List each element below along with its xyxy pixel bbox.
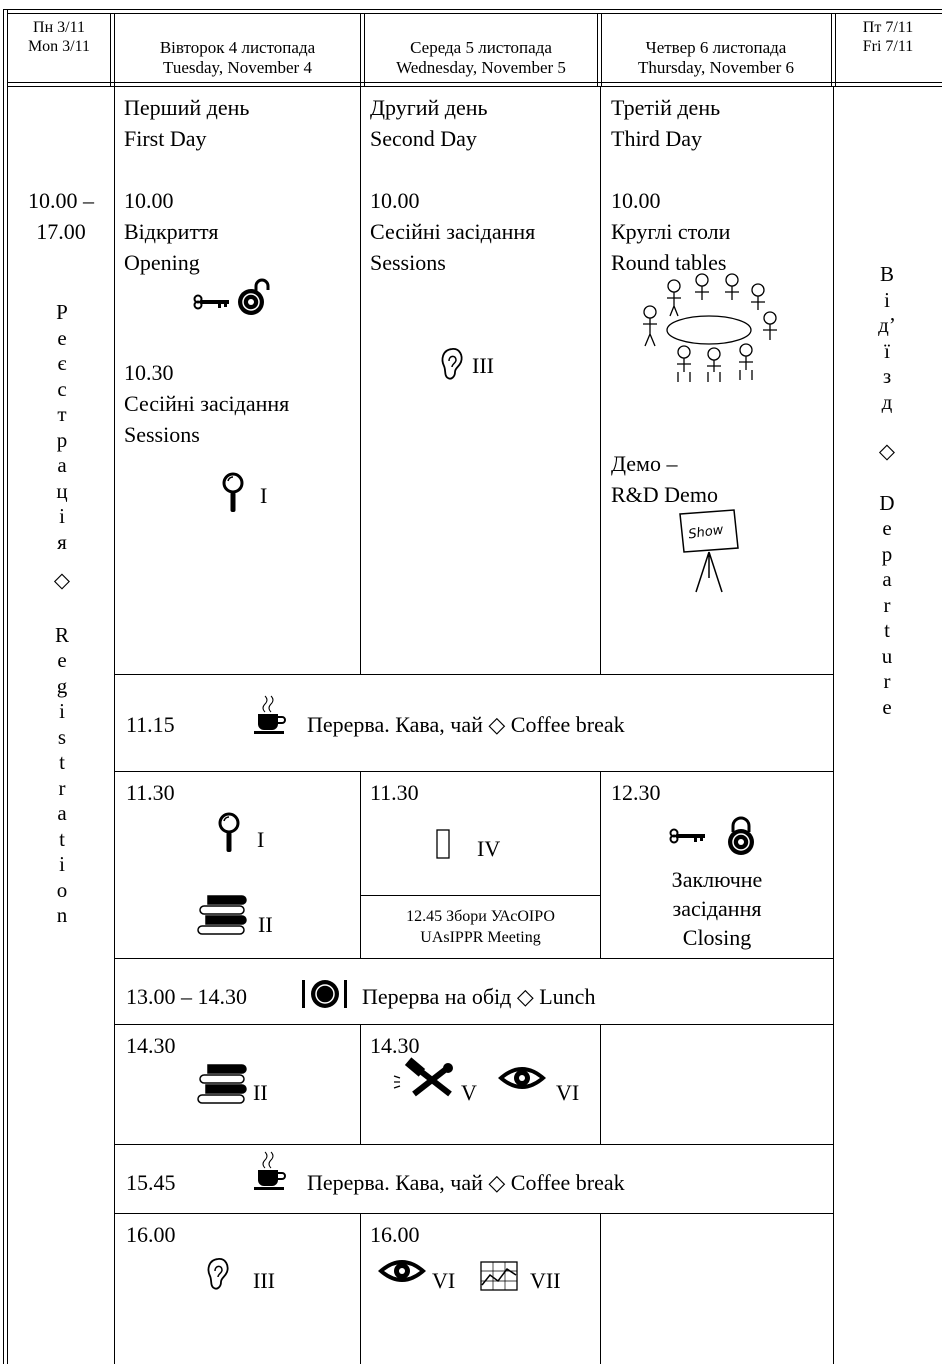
- vertical-letter: u: [881, 643, 893, 668]
- registration-vertical-text: [50, 300, 74, 929]
- books-icon: [200, 1061, 250, 1107]
- aft1-wed-s1: V: [461, 1080, 477, 1105]
- vertical-letter: r: [883, 592, 891, 617]
- thu-day-en: Third Day: [611, 126, 703, 151]
- header-fri-en: Fri 7/11: [862, 38, 914, 56]
- monday-time-end: 17.00: [36, 219, 86, 244]
- vertical-letter: а: [57, 453, 67, 477]
- padlock-open-icon: [236, 278, 270, 316]
- books-icon: [200, 892, 250, 938]
- thu-closing-l2: засідання: [672, 896, 762, 921]
- coffee-cup-icon: [254, 1150, 288, 1192]
- midday-wed-time: 11.30: [370, 780, 419, 805]
- wed-day-en: Second Day: [370, 126, 477, 151]
- wed-meeting: [361, 906, 600, 948]
- vertical-letter: a: [882, 567, 892, 591]
- header-friday: [836, 18, 940, 56]
- wed-meeting-en: UAsIPPR Meeting: [420, 929, 541, 946]
- header-thu-uk: Четвер 6 листопада: [645, 38, 787, 57]
- tue-t2-uk: Сесійні засідання: [124, 391, 290, 416]
- key-icon: [192, 294, 232, 310]
- ear-icon: [206, 1256, 230, 1292]
- vertical-letter: t: [59, 750, 65, 774]
- vertical-letter: R: [54, 622, 69, 647]
- midday-thu-time: 12.30: [611, 780, 661, 805]
- vertical-letter: e: [882, 516, 892, 540]
- header-tuesday: [115, 38, 360, 79]
- eye-icon: [376, 1255, 428, 1287]
- tuesday-morning: [124, 92, 249, 278]
- coffee-cup-icon: [254, 694, 288, 736]
- vertical-letter: т: [57, 402, 67, 426]
- key-icon: [668, 828, 708, 844]
- padlock-closed-icon: [726, 816, 756, 856]
- vertical-letter: е: [57, 325, 67, 350]
- break2-text: Перерва. Кава, чай ◇ Coffee break: [307, 1170, 625, 1195]
- vertical-letter: D: [879, 490, 895, 515]
- vertical-letter: Р: [56, 300, 68, 324]
- lunch-text: Перерва на обід ◇ Lunch: [362, 984, 596, 1009]
- vertical-letter: і: [59, 504, 65, 528]
- vertical-letter: В: [879, 262, 894, 286]
- aft1-tue-time: 14.30: [126, 1033, 176, 1058]
- vertical-letter: я: [57, 529, 67, 554]
- magnifier-icon: [222, 472, 244, 514]
- header-wednesday: [364, 38, 598, 79]
- show-easel-icon: [676, 508, 742, 596]
- svg-text:Show: Show: [687, 522, 725, 543]
- wed-day-uk: Другий день: [370, 95, 488, 120]
- vertical-separator: ◇: [878, 439, 896, 463]
- vertical-letter: e: [882, 694, 892, 719]
- aft2-tue-time: 16.00: [126, 1222, 176, 1247]
- departure-vertical-text: [875, 262, 899, 720]
- thu-t1-en: Round tables: [611, 250, 727, 275]
- vertical-letter: n: [56, 903, 68, 927]
- vertical-letter: i: [59, 699, 65, 723]
- monday-time-start: 10.00 –: [28, 188, 94, 213]
- vertical-letter: д: [881, 389, 893, 414]
- header-mon-uk: Пн 3/11: [33, 19, 85, 36]
- wednesday-morning: [370, 92, 535, 278]
- midday-wed-s: IV: [477, 836, 501, 861]
- midday-tue-s2: II: [258, 912, 273, 937]
- aft2-wed-s2: VII: [530, 1268, 561, 1293]
- vertical-letter: r: [58, 775, 66, 800]
- vertical-letter: ц: [56, 478, 68, 503]
- tue-t1-uk: Відкриття: [124, 219, 219, 244]
- midday-tue-time: 11.30: [126, 780, 175, 805]
- tuesday-sessions: [124, 357, 289, 450]
- thu-t1-uk: Круглі столи: [611, 219, 731, 244]
- aft2-tue-s: III: [253, 1268, 275, 1293]
- thu-demo-uk: Демо –: [611, 451, 678, 476]
- blank-box-icon: [436, 829, 450, 859]
- break1-text: Перерва. Кава, чай ◇ Coffee break: [307, 712, 625, 737]
- chart-icon: [480, 1261, 518, 1291]
- wed-t1: 10.00: [370, 188, 420, 213]
- thu-t1: 10.00: [611, 188, 661, 213]
- header-tue-en: Tuesday, November 4: [163, 58, 312, 78]
- vertical-separator: ◇: [53, 568, 71, 592]
- vertical-letter: с: [57, 376, 67, 401]
- header-monday: [8, 18, 110, 56]
- tools-icon: [392, 1062, 456, 1098]
- header-tue-uk: Вівторок 4 листопада: [159, 38, 316, 57]
- aft1-tue-s: II: [253, 1080, 268, 1105]
- vertical-letter: e: [57, 648, 67, 672]
- vertical-letter: д’: [878, 313, 896, 337]
- tue-day-en: First Day: [124, 126, 207, 151]
- vertical-letter: i: [59, 852, 65, 876]
- midday-tue-s1: I: [257, 827, 265, 852]
- vertical-letter: a: [57, 801, 67, 825]
- plate-icon: [300, 978, 350, 1012]
- vertical-letter: ї: [884, 338, 890, 363]
- thursday-morning: [611, 92, 730, 278]
- tue-t1-en: Opening: [124, 250, 200, 275]
- wed-meeting-uk: 12.45 Збори УАсОІРО: [406, 908, 555, 925]
- vertical-letter: з: [882, 364, 892, 388]
- header-wed-en: Wednesday, November 5: [396, 58, 566, 78]
- vertical-letter: t: [59, 826, 65, 851]
- vertical-letter: t: [884, 618, 890, 642]
- thu-closing: [601, 865, 833, 952]
- break1-time: 11.15: [126, 712, 175, 737]
- monday-time: [8, 185, 114, 247]
- ear-icon: [440, 346, 464, 382]
- lunch-time: 13.00 – 14.30: [126, 984, 247, 1009]
- header-mon-en: Mon 3/11: [27, 38, 91, 56]
- tue-session-label: I: [260, 483, 268, 508]
- thu-closing-l3: Closing: [682, 925, 752, 950]
- vertical-letter: р: [56, 427, 68, 452]
- aft2-wed-time: 16.00: [370, 1222, 420, 1247]
- header-fri-uk: Пт 7/11: [862, 19, 914, 36]
- thu-demo-en: R&D Demo: [611, 482, 718, 507]
- aft2-wed-s1: VI: [432, 1268, 456, 1293]
- header-thu-en: Thursday, November 6: [637, 58, 795, 78]
- header-wed-uk: Середа 5 листопада: [410, 38, 552, 57]
- thursday-demo: [611, 448, 718, 510]
- wed-t1-en: Sessions: [370, 250, 446, 275]
- round-table-icon: [634, 272, 784, 382]
- aft1-wed-s2: VI: [556, 1080, 580, 1105]
- wed-t1-uk: Сесійні засідання: [370, 219, 536, 244]
- thu-closing-l1: Заключне: [671, 867, 763, 892]
- tue-t2: 10.30: [124, 360, 174, 385]
- eye-icon: [496, 1062, 548, 1094]
- magnifier-icon: [218, 812, 240, 854]
- tue-day-uk: Перший день: [124, 95, 250, 120]
- vertical-letter: і: [884, 287, 890, 312]
- wed-session-label: III: [472, 353, 494, 378]
- tue-t2-en: Sessions: [124, 422, 200, 447]
- break2-time: 15.45: [126, 1170, 176, 1195]
- vertical-letter: s: [57, 724, 67, 749]
- aft1-wed-time: 14.30: [370, 1033, 420, 1058]
- vertical-letter: є: [57, 351, 67, 375]
- thu-day-uk: Третій день: [611, 95, 721, 120]
- tue-t1: 10.00: [124, 188, 174, 213]
- vertical-letter: o: [56, 877, 68, 902]
- vertical-letter: r: [883, 669, 891, 693]
- header-thursday: [601, 38, 831, 79]
- vertical-letter: p: [881, 541, 893, 566]
- vertical-letter: g: [56, 673, 68, 698]
